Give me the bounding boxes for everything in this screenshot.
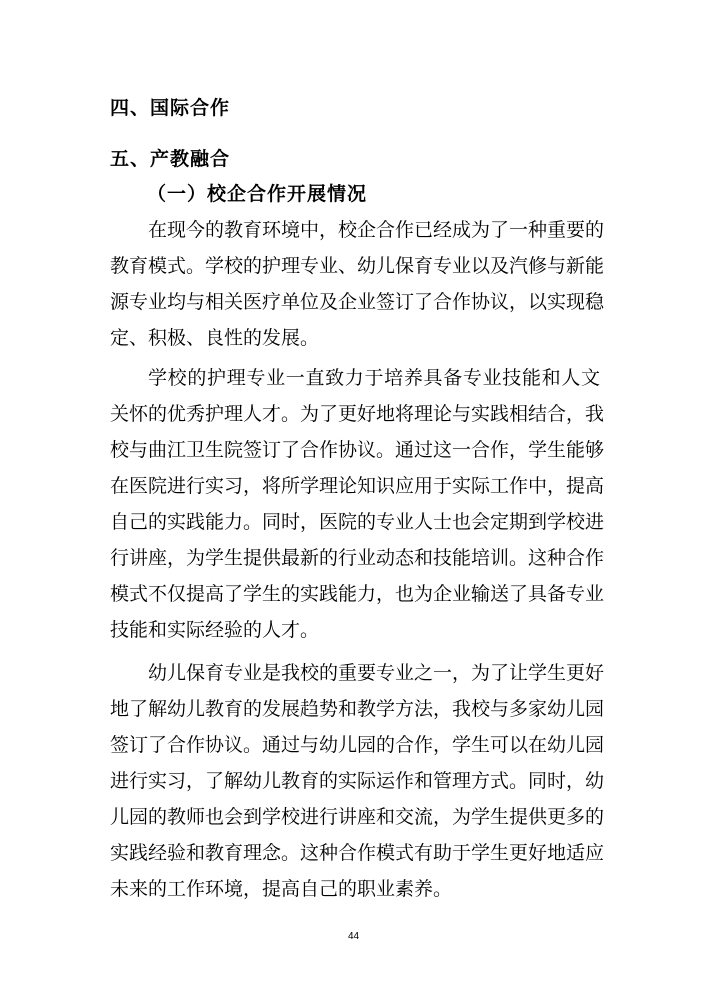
section-heading-international-cooperation: 四、国际合作	[110, 97, 231, 119]
subsection-heading-school-enterprise-cooperation: （一）校企合作开展情况	[147, 183, 368, 205]
paragraph-1-line: 定、积极、良性的发展。	[110, 327, 320, 349]
paragraph-2-line: 学校的护理专业一直致力于培养具备专业技能和人文	[148, 367, 600, 389]
paragraph-3-line: 地了解幼儿教育的发展趋势和教学方法，我校与多家幼儿园	[110, 698, 605, 720]
paragraph-3-line: 进行实习，了解幼儿教育的实际运作和管理方式。同时，幼	[110, 770, 605, 792]
paragraph-3-line: 儿园的教师也会到学校进行讲座和交流，为学生提供更多的	[110, 806, 605, 828]
paragraph-3-line: 签订了合作协议。通过与幼儿园的合作，学生可以在幼儿园	[110, 734, 605, 756]
paragraph-1-line: 在现今的教育环境中，校企合作已经成为了一种重要的	[148, 219, 605, 241]
paragraph-1-line: 源专业均与相关医疗单位及企业签订了合作协议，以实现稳	[110, 291, 605, 313]
paragraph-3-line: 未来的工作环境，提高自己的职业素养。	[110, 878, 453, 900]
paragraph-2-line: 模式不仅提高了学生的实践能力，也为企业输送了具备专业	[110, 583, 605, 605]
paragraph-2-line: 自己的实践能力。同时，医院的专业人士也会定期到学校进	[110, 511, 605, 533]
page-number: 44	[347, 931, 360, 942]
paragraph-2-line: 关怀的优秀护理人才。为了更好地将理论与实践相结合，我	[110, 403, 605, 425]
paragraph-2-line: 技能和实际经验的人才。	[110, 619, 320, 641]
paragraph-3-line: 幼儿保育专业是我校的重要专业之一，为了让学生更好	[148, 662, 605, 684]
paragraph-2-line: 在医院进行实习，将所学理论知识应用于实际工作中，提高	[110, 475, 605, 497]
paragraph-1-line: 教育模式。学校的护理专业、幼儿保育专业以及汽修与新能	[110, 255, 605, 277]
paragraph-2-line: 行讲座，为学生提供最新的行业动态和技能培训。这种合作	[110, 547, 605, 569]
section-heading-industry-education-integration: 五、产教融合	[110, 148, 231, 170]
paragraph-3-line: 实践经验和教育理念。这种合作模式有助于学生更好地适应	[110, 842, 605, 864]
paragraph-2-line: 校与曲江卫生院签订了合作协议。通过这一合作，学生能够	[110, 439, 605, 461]
